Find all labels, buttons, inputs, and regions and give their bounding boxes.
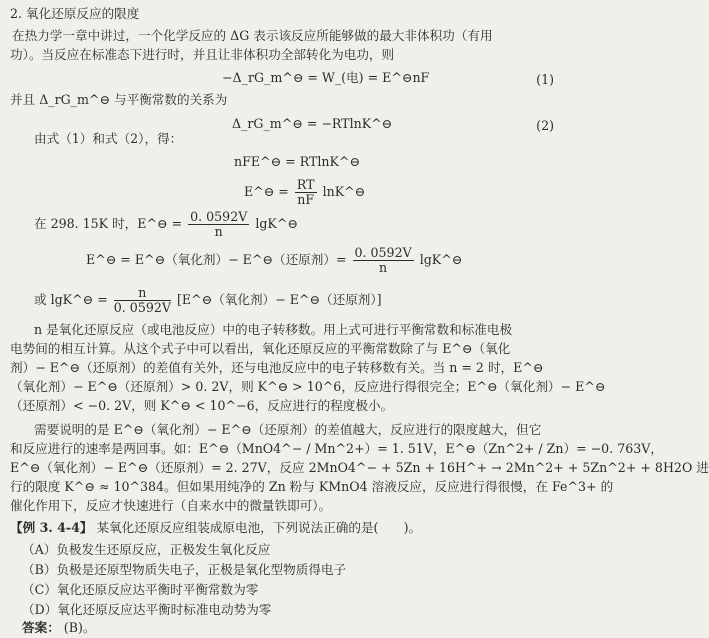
equation-5-fraction (188, 210, 249, 239)
option-c: （C）氧化还原反应达平衡时平衡常数为零 (22, 582, 259, 597)
equation-6 (86, 246, 462, 275)
equation-4 (244, 178, 365, 207)
paragraph-line: 需要说明的是 E^⊖（氧化剂）− E^⊖（还原剂）的差值越大，反应进行的限度越大，但它 (34, 422, 542, 437)
equation-3: nFE^⊖ = RTlnK^⊖ (234, 154, 361, 169)
option-b: （B）负极是还原型物质失电子，正极是氧化型物质得电子 (22, 562, 347, 577)
equation-4-fraction (295, 178, 317, 207)
fraction-numerator: 0. 0592V (354, 245, 412, 260)
paragraph-line: 由式（1）和式（2），得： (34, 131, 183, 146)
fraction-numerator: 0. 0592V (190, 209, 248, 224)
equation-7-left: 或 lgK^⊖ = (34, 292, 108, 307)
paragraph-line: 功）。当反应在标准态下进行时，并且让非体积功全部转化为电功，则 (10, 47, 395, 62)
paragraph-line: 剂）− E^⊖（还原剂）的差值有关外，还与电池反应中的电子转移数有关。当 n = 2 时，E^⊖ (10, 360, 544, 375)
paragraph-line: 在热力学一章中讲过，一个化学反应的 ΔG 表示该反应所能够做的最大非体积功（有用 (12, 28, 493, 43)
answer (22, 620, 95, 636)
paragraph-line: （还原剂）< −0. 2V，则 K^⊖ < 10^−6，反应进行的程度极小。 (10, 398, 394, 413)
answer-value: (B)。 (63, 620, 96, 635)
equation-6-fraction (353, 246, 414, 275)
equation-1: −Δ_rG_m^⊖ = W_(电) = E^⊖nF (222, 70, 430, 85)
equation-7-fraction (114, 286, 171, 315)
fraction-denominator: 0. 0592V (113, 300, 171, 315)
equation-7-right: [E^⊖（氧化剂）− E^⊖（还原剂）] (176, 292, 382, 307)
equation-4-left: E^⊖ = (244, 184, 289, 199)
example-label: 【例 3. 4-4】 (10, 520, 93, 535)
equation-5-left: 在 298. 15K 时，E^⊖ = (34, 216, 183, 231)
equation-6-left: E^⊖ = E^⊖（氧化剂）− E^⊖（还原剂）= (86, 252, 347, 267)
equation-5 (34, 210, 298, 239)
paragraph-line: 催化作用下，反应才快速进行（自来水中的微量铁即可）。 (10, 498, 332, 513)
option-d: （D）氧化还原反应达平衡时标准电动势为零 (22, 602, 272, 617)
equation-5-right: lgK^⊖ (255, 216, 298, 231)
paragraph-line: 行的限度 K^⊖ ≈ 10^384。但如果用纯净的 Zn 粉与 KMnO4 溶液反应，反应进行得很慢，在 Fe^3+ 的 (10, 479, 614, 494)
equation-number: (2) (536, 118, 554, 133)
answer-label: 答案： (22, 620, 60, 635)
paragraph-line: E^⊖（氧化剂）− E^⊖（还原剂）= 2. 27V，反应 2MnO4^− + 5Zn + 16H^+ → 2Mn^2+ + 5Zn^2+ + 8H2O 进 (10, 460, 709, 475)
fraction-numerator: n (114, 286, 171, 301)
paragraph-line: 并且 Δ_rG_m^⊖ 与平衡常数的关系为 (10, 92, 228, 107)
option-a: （A）负极发生还原反应，正极发生氧化反应 (22, 542, 271, 557)
fraction-denominator: nF (297, 192, 315, 207)
paragraph-line: （氧化剂）− E^⊖（还原剂）> 0. 2V，则 K^⊖ > 10^6，反应进行得很完全；E^⊖（氧化剂）− E^⊖ (10, 379, 606, 394)
equation-6-right: lgK^⊖ (419, 252, 463, 267)
paragraph-line: 电势间的相互计算。从这个式子中可以看出，氧化还原反应的平衡常数除了与 E^⊖（氧化 (10, 341, 511, 356)
fraction-denominator: n (379, 260, 388, 275)
equation-4-right: lnK^⊖ (322, 184, 366, 199)
fraction-denominator: n (214, 224, 223, 239)
fraction-numerator: RT (296, 177, 315, 192)
equation-number: (1) (536, 72, 554, 87)
paragraph-line: 和反应进行的速率是两回事。如：E^⊖（MnO4^− / Mn^2+）= 1. 51V，E^⊖（Zn^2+ / Zn）= −0. 763V， (10, 441, 663, 456)
paragraph-line: n 是氧化还原反应（或电池反应）中的电子转移数。用上式可进行平衡常数和标准电极 (34, 322, 513, 337)
section-title: 2. 氧化还原反应的限度 (10, 6, 140, 21)
example-question (10, 520, 421, 536)
equation-2: Δ_rG_m^⊖ = −RTlnK^⊖ (232, 116, 393, 131)
example-question-text: 某氧化还原反应组装成原电池，下列说法正确的是( )。 (96, 520, 422, 535)
equation-7 (34, 286, 382, 315)
